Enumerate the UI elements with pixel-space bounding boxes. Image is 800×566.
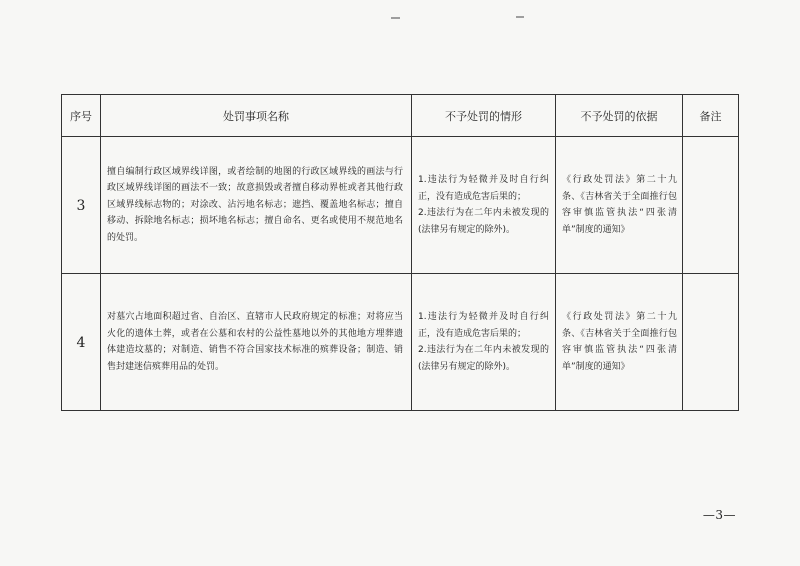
page-number: —3— [702, 508, 736, 522]
table-header-row [62, 95, 739, 137]
row-remark [683, 274, 739, 411]
row-seq: 3 [62, 137, 101, 274]
row-penalty-item-name: 对墓穴占地面积超过省、自治区、直辖市人民政府规定的标准；对将应当火化的遗体土葬，或者在公墓和农村的公益性墓地以外的其他地方埋葬遗体建造坟墓的；对制造、销售不符合国家技术标准的殡葬设备；制造、销售封建迷信殡葬用品的处罚。 [107, 312, 403, 372]
row-exemption-condition-cell [412, 137, 556, 274]
row-exemption-basis: 《行政处罚法》第二十九条、《吉林省关于全面推行包容审慎监管执法“四张清单”制度的通知》 [562, 312, 677, 372]
scan-mark [516, 16, 524, 18]
header-seq: 序号 [62, 95, 101, 137]
header-penalty-item-name: 处罚事项名称 [101, 95, 412, 137]
header-remark: 备注 [683, 95, 739, 137]
row-exemption-condition-cell [412, 274, 556, 411]
row-remark [683, 137, 739, 274]
header-exemption-basis: 不予处罚的依据 [556, 95, 683, 137]
condition-item: 1.违法行为轻微并及时自行纠正，没有造成危害后果的； [418, 312, 549, 339]
table-row [62, 274, 739, 411]
row-exemption-basis-cell [556, 137, 683, 274]
row-exemption-condition [412, 309, 555, 375]
penalty-exemption-table [61, 94, 739, 411]
condition-item: 2.违法行为在二年内未被发现的(法律另有规定的除外)。 [418, 345, 549, 372]
row-seq: 4 [62, 274, 101, 411]
condition-item: 1.违法行为轻微并及时自行纠正，没有造成危害后果的； [418, 175, 549, 202]
condition-item: 2.违法行为在二年内未被发现的(法律另有规定的除外)。 [418, 208, 549, 235]
row-exemption-basis-cell [556, 274, 683, 411]
scan-mark [391, 17, 400, 19]
row-penalty-item-name-cell [101, 137, 412, 274]
row-exemption-condition [412, 172, 555, 238]
header-exemption-condition: 不予处罚的情形 [412, 95, 556, 137]
row-penalty-item-name: 擅自编制行政区域界线详图，或者绘制的地图的行政区域界线的画法与行政区域界线详图的画法不一致；故意损毁或者擅自移动界桩或者其他行政区域界线标志物的；对涂改、沾污地名标志；遮挡、覆盖地名标志；擅自移动、拆除地名标志；损坏地名标志；擅自命名、更名或使用不规范地名的处罚。 [107, 166, 403, 243]
table-row [62, 137, 739, 274]
row-exemption-basis: 《行政处罚法》第二十九条、《吉林省关于全面推行包容审慎监管执法“四张清单”制度的通知》 [562, 175, 677, 235]
row-penalty-item-name-cell [101, 274, 412, 411]
